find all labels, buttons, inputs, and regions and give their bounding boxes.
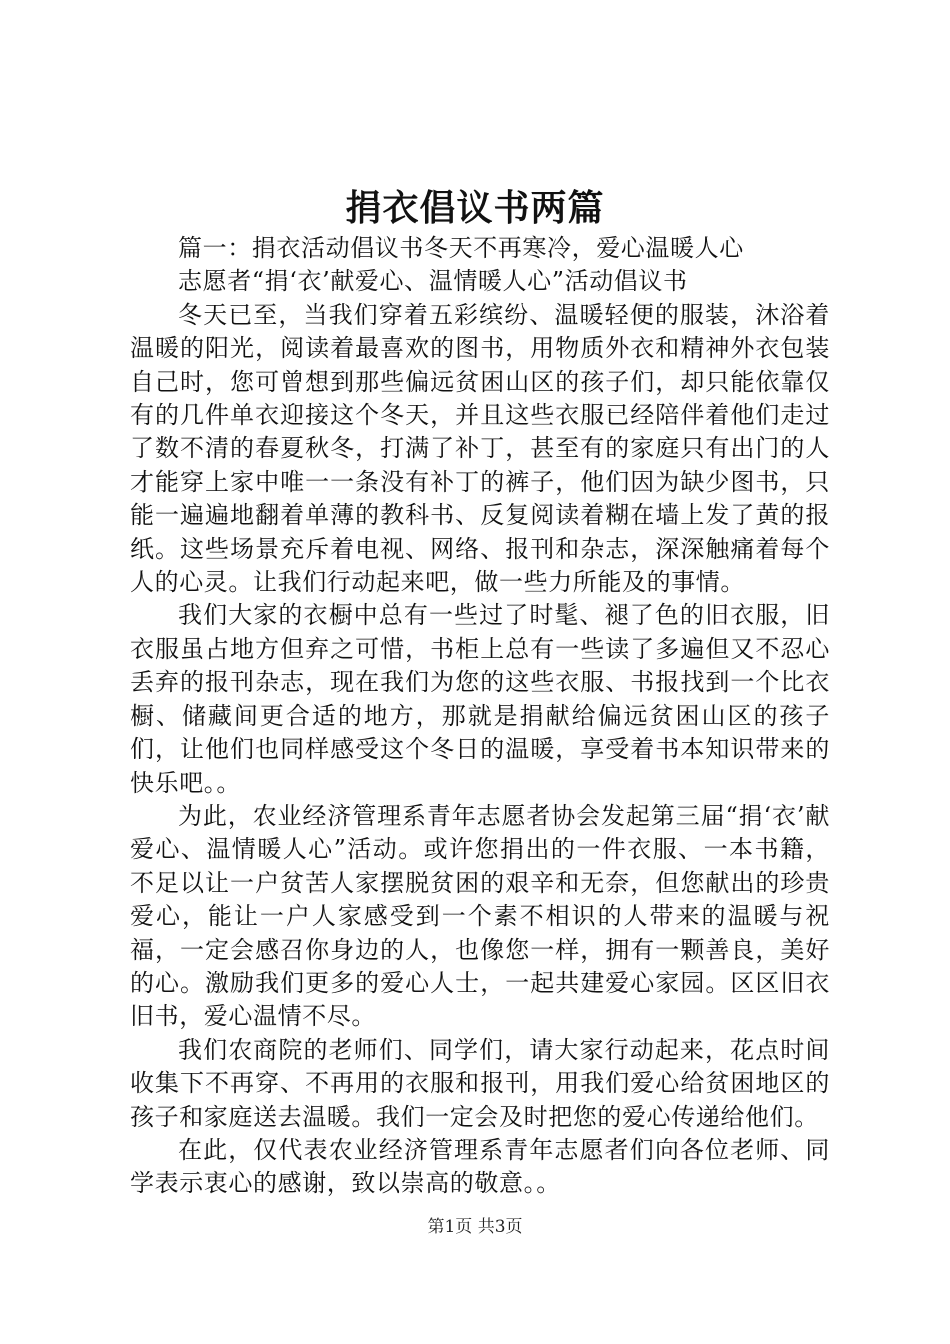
paragraph-1: 篇一：捐衣活动倡议书冬天不再寒冷，爱心温暖人心	[178, 234, 744, 262]
paragraph-4: 我们大家的衣橱中总有一些过了时髦、褪了色的旧衣服，旧衣服虽占地方但弃之可惜，书柜上总有一些读了多遍但又不忍心丢弃的报刊杂志，现在我们为您的这些衣服、书报找到一个比衣橱、储藏间更合适的地方，那就是捐献给偏远贫困山区的孩子们，让他们也同样感受这个冬日的温暖，享受着书本知识带来的快乐吧。。	[130, 601, 830, 797]
document-body	[130, 232, 830, 1201]
paragraph-5: 为此，农业经济管理系青年志愿者协会发起第三届“捐‘衣’献爱心、温情暖人心”活动。或许您捐出的一件衣服、一本书籍，不足以让一户贫苦人家摆脱贫困的艰辛和无奈，但您献出的珍贵爱心，能让一户人家感受到一个素不相识的人带来的温暖与祝福，一定会感召你身边的人，也像您一样，拥有一颗善良，美好的心。激励我们更多的爱心人士，一起共建爱心家园。区区旧衣旧书，爱心温情不尽。	[130, 801, 830, 1031]
paragraph-3: 冬天已至，当我们穿着五彩缤纷、温暖轻便的服装，沐浴着温暖的阳光，阅读着最喜欢的图书，用物质外衣和精神外衣包装自己时，您可曾想到那些偏远贫困山区的孩子们，却只能依靠仅有的几件单衣迎接这个冬天，并且这些衣服已经陪伴着他们走过了数不清的春夏秋冬，打满了补丁，甚至有的家庭只有出门的人才能穿上家中唯一一条没有补丁的裤子，他们因为缺少图书，只能一遍遍地翻着单薄的教科书、反复阅读着糊在墙上发了黄的报纸。这些场景充斥着电视、网络、报刊和杂志，深深触痛着每个人的心灵。让我们行动起来吧，做一些力所能及的事情。	[130, 300, 830, 597]
page-footer: 第1页 共3页	[427, 1217, 523, 1237]
paragraph-7: 在此，仅代表农业经济管理系青年志愿者们向各位老师、同学表示衷心的感谢，致以崇高的敬意。。	[130, 1135, 830, 1198]
document-title: 捐衣倡议书两篇	[345, 187, 605, 229]
paragraph-6: 我们农商院的老师们、同学们，请大家行动起来，花点时间收集下不再穿、不再用的衣服和报刊，用我们爱心给贫困地区的孩子和家庭送去温暖。我们一定会及时把您的爱心传递给他们。	[130, 1035, 830, 1131]
paragraph-2: 志愿者“捐‘衣’献爱心、温情暖人心”活动倡议书	[178, 267, 688, 296]
